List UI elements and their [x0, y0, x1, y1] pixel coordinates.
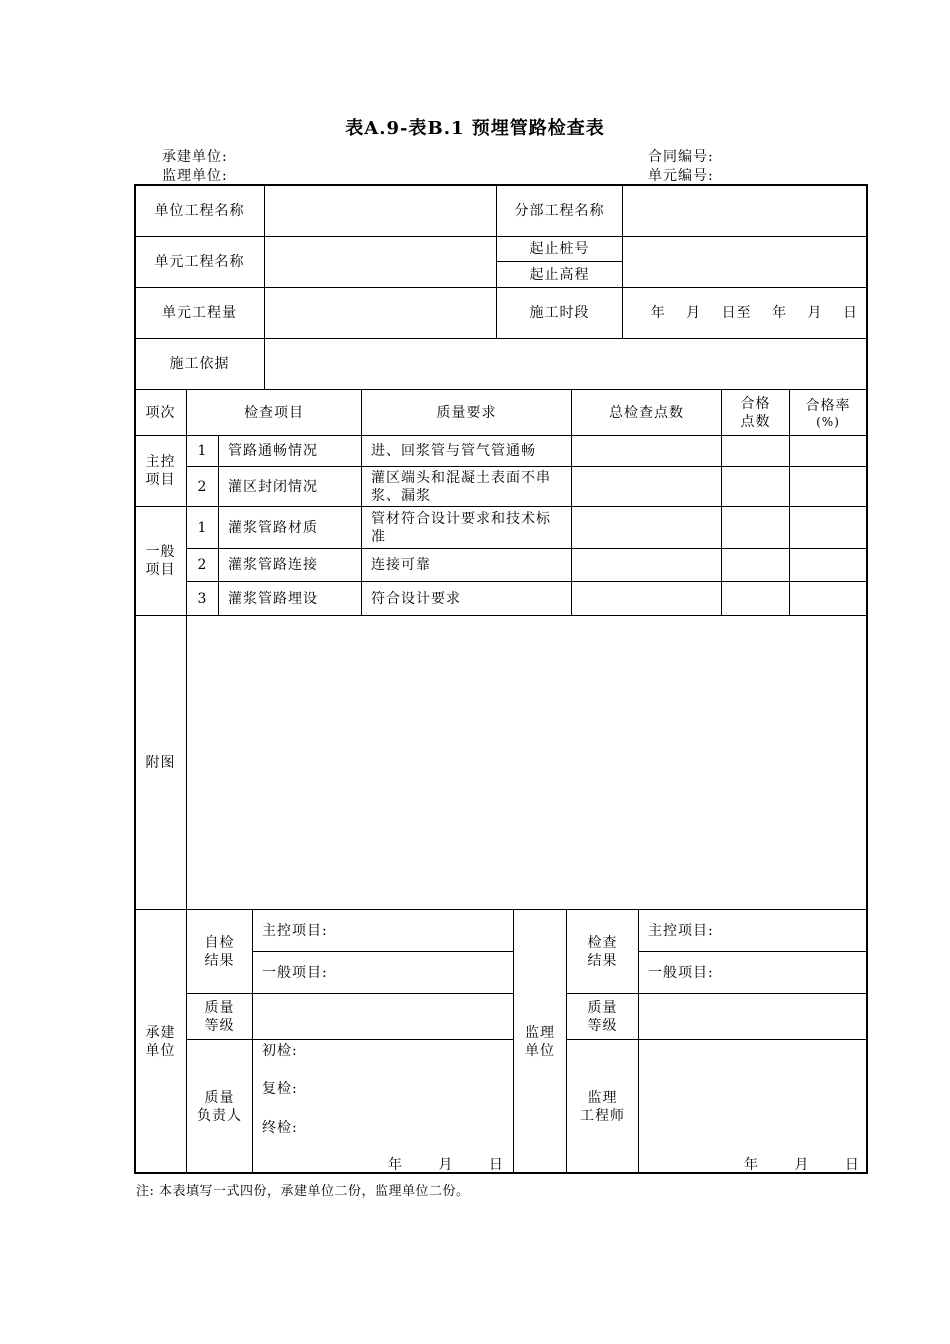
- elevation-range-label: 起止高程: [529, 266, 590, 283]
- row-number: 2: [197, 557, 208, 573]
- supervisor-main-items: 主控项目:: [648, 922, 714, 939]
- pass-rate-unit: (%): [816, 414, 840, 429]
- row-check-item: 管路通畅情况: [228, 443, 318, 459]
- supervisor-general-items: 一般项目:: [648, 964, 714, 981]
- contractor-general-items: 一般项目:: [262, 964, 328, 981]
- final-check-label: 终检:: [262, 1120, 298, 1136]
- row-number: 1: [197, 519, 208, 536]
- contractor-quality-grade-label: 质量 等级: [204, 999, 235, 1034]
- row-quality-requirement: 管材符合设计要求和技术标准: [371, 510, 551, 545]
- row-number: 3: [197, 590, 208, 607]
- contractor-main-items: 主控项目:: [262, 922, 328, 939]
- sub-project-name-label: 分部工程名称: [514, 203, 605, 219]
- row-quality-requirement: 灌区端头和混凝土表面不串浆、漏浆: [371, 469, 551, 504]
- table-note: 注: 本表填写一式四份，承建单位二份，监理单位二份。: [136, 1184, 470, 1199]
- row-quality-requirement: 连接可靠: [371, 557, 431, 573]
- quality-manager-label: 质量 负责人: [197, 1090, 242, 1124]
- element-project-name-label: 单元工程名称: [154, 254, 245, 270]
- construction-period-value: 年 月 日至 年 月 日: [650, 305, 858, 321]
- group-general-items: 一般 项目: [145, 544, 176, 578]
- first-check-label: 初检:: [262, 1043, 298, 1059]
- contractor-label: 承建 单位: [145, 1025, 176, 1059]
- row-quality-requirement: 符合设计要求: [371, 590, 461, 607]
- unit-no-label: 单元编号:: [648, 168, 714, 184]
- unit-project-name-label: 单位工程名称: [154, 203, 245, 219]
- row-check-item: 灌浆管路材质: [228, 519, 318, 536]
- construction-period-label: 施工时段: [529, 305, 590, 321]
- col-item-order: 项次: [145, 404, 176, 421]
- supervisor-engineer-label: 监理 工程师: [580, 1090, 625, 1124]
- col-total-points: 总检查点数: [609, 404, 684, 421]
- col-passed-points: 合格 点数: [740, 395, 771, 430]
- col-check-item: 检查项目: [244, 404, 304, 421]
- row-check-item: 灌浆管路埋设: [228, 590, 318, 607]
- supervisor-quality-grade-label: 质量 等级: [587, 999, 618, 1034]
- attachment-label: 附图: [145, 754, 176, 771]
- row-check-item: 灌浆管路连接: [228, 557, 318, 573]
- col-quality-requirement: 质量要求: [436, 404, 497, 421]
- construction-basis-label: 施工依据: [169, 356, 230, 372]
- page-title: 表A.9-表B.1 预埋管路检查表: [345, 118, 605, 139]
- element-quantity-label: 单元工程量: [162, 305, 237, 321]
- supervisor-date: 年 月 日: [744, 1157, 860, 1173]
- contractor-unit-label: 承建单位:: [162, 149, 228, 165]
- col-pass-rate: [790, 390, 866, 435]
- row-number: 2: [197, 478, 208, 495]
- group-main-items: 主控 项目: [145, 454, 176, 488]
- row-check-item: 灌区封闭情况: [228, 478, 318, 495]
- pass-rate-label: 合格率: [805, 397, 851, 414]
- supervisor-unit-cell: 监理 单位: [525, 1025, 555, 1059]
- station-range-label: 起止桩号: [529, 241, 590, 257]
- contract-no-label: 合同编号:: [648, 149, 714, 165]
- row-number: 1: [197, 443, 208, 459]
- re-check-label: 复检:: [262, 1081, 298, 1097]
- supervisor-unit-label: 监理单位:: [162, 168, 228, 184]
- check-result-label: 检查 结果: [587, 934, 618, 969]
- contractor-date: 年 月 日: [388, 1157, 504, 1173]
- self-check-result-label: 自检 结果: [204, 934, 235, 969]
- row-quality-requirement: 进、回浆管与管气管通畅: [371, 443, 536, 459]
